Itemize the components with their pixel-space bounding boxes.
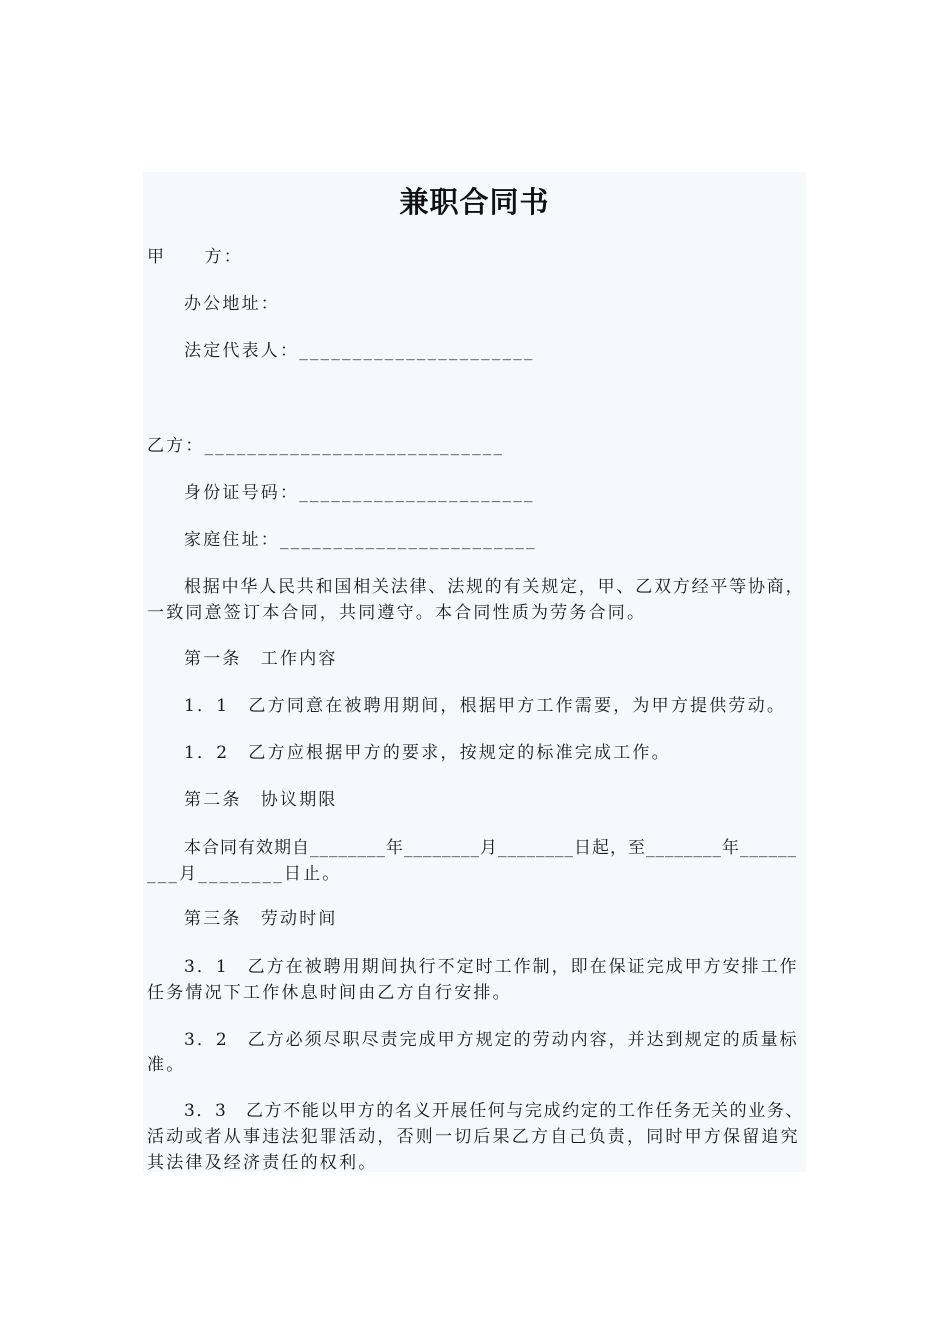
party-a-rep-blank: ______________________ xyxy=(299,341,535,361)
article-3-item-3-line-3: 其法律及经济责任的权利。 xyxy=(147,1153,378,1173)
article-3-item-1-line-2: 任务情况下工作休息时间由乙方自行安排。 xyxy=(147,983,512,1003)
article-1-heading: 第一条 工作内容 xyxy=(184,649,338,669)
party-a-rep-row xyxy=(184,338,535,364)
intro-line-2: 一致同意签订本合同，共同遵守。本合同性质为劳务合同。 xyxy=(147,603,647,623)
party-b-home-blank: ________________________ xyxy=(280,530,537,550)
intro-line-1: 根据中华人民共和国相关法律、法规的有关规定，甲、乙双方经平等协商， xyxy=(184,577,805,597)
article-3-item-1-line-1: 3．1 乙方在被聘用期间执行不定时工作制，即在保证完成甲方安排工作 xyxy=(184,957,799,977)
article-3-item-2-line-2: 准。 xyxy=(147,1055,186,1075)
article-2-heading: 第二条 协议期限 xyxy=(184,790,338,810)
article-2-line-2: ___月________日止。 xyxy=(147,864,342,884)
article-1-item-1: 1．1 乙方同意在被聘用期间，根据甲方工作需要，为甲方提供劳动。 xyxy=(184,696,787,716)
article-3-heading: 第三条 劳动时间 xyxy=(184,909,338,929)
party-b-id-row xyxy=(184,480,535,506)
document-title: 兼职合同书 xyxy=(399,185,550,219)
party-a-address-label: 办公地址： xyxy=(184,294,280,314)
party-b-label: 乙方： xyxy=(147,436,205,456)
party-b-home-row xyxy=(184,527,537,553)
party-b-blank: ____________________________ xyxy=(204,436,505,456)
article-3-item-2-line-1: 3．2 乙方必须尽职尽责完成甲方规定的劳动内容，并达到规定的质量标 xyxy=(184,1030,799,1050)
article-2-line-1: 本合同有效期自________年________月________日起，至________年______ xyxy=(184,838,797,858)
article-3-item-3-line-1: 3．3 乙方不能以甲方的名义开展任何与完成约定的工作任务无关的业务、 xyxy=(184,1101,805,1121)
party-b-id-blank: ______________________ xyxy=(299,483,535,503)
article-1-item-2: 1．2 乙方应根据甲方的要求，按规定的标准完成工作。 xyxy=(184,743,671,763)
party-b-row xyxy=(147,433,504,459)
article-3-item-3-line-2: 活动或者从事违法犯罪活动，否则一切后果乙方自己负责，同时甲方保留追究 xyxy=(147,1127,800,1147)
party-a-rep-label: 法定代表人： xyxy=(184,341,300,361)
party-b-id-label: 身份证号码： xyxy=(184,483,300,503)
party-b-home-label: 家庭住址： xyxy=(184,530,280,550)
document-page xyxy=(143,172,806,1172)
party-a-label: 甲 方： xyxy=(147,247,243,267)
